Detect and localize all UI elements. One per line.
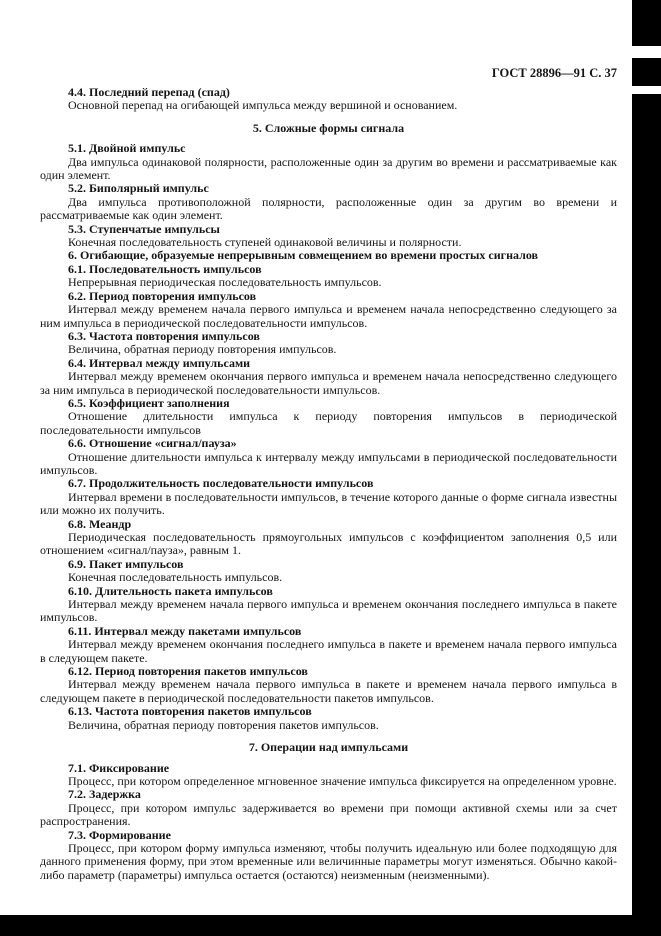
term-number: 6.2. [68, 288, 86, 303]
term-definition: Величина, обратная периоду повторения импульсов. [68, 342, 337, 357]
term-definition: Непрерывная периодическая последовательность импульсов. [68, 275, 382, 290]
term-definition: Процесс, при котором форму импульса изменяют, чтобы получить идеальную или более подходящую для данного применения форму, при этом временные или величинные параметры могут изменяться. Обычно какой-либо параметр (параметры) импульса остается (остаются) неизменным (неизменными). [40, 840, 617, 882]
term-definition: Конечная последовательность импульсов. [68, 570, 283, 585]
term-title: Пакет импульсов [89, 556, 184, 571]
term-number: 6.3. [68, 328, 86, 343]
term-heading [40, 762, 617, 775]
term-heading [40, 585, 617, 598]
scan-artifact-right-bar [632, 0, 661, 936]
term-title: Огибающие, образуемые непрерывным совмещением во времени простых сигналов [80, 248, 539, 263]
page-header: ГОСТ 28896—91 С. 37 [491, 66, 617, 80]
term-title: Отношение «сигнал/пауза» [89, 436, 237, 451]
term-number: 6.6. [68, 436, 86, 451]
term-heading [40, 477, 617, 490]
term-heading [40, 518, 617, 531]
term-title: Последовательность импульсов [89, 261, 262, 276]
term-title: Продолжительность последовательности импульсов [89, 476, 374, 491]
term-title: Интервал между импульсами [89, 355, 251, 370]
scan-artifact-bottom-bar [0, 915, 661, 936]
term-number: 6.8. [68, 516, 86, 531]
term-heading [40, 182, 617, 195]
term-title: Фиксирование [89, 760, 170, 775]
term-title: Ступенчатые импульсы [89, 221, 220, 236]
term-definition: Интервал между временем окончания последнего импульса в пакете и временем начала первого импульса в следующем пакете. [40, 637, 617, 665]
term-number: 4.4. [68, 85, 86, 99]
term-definition: Два импульса противоположной полярности, расположенные один за другим во времени и рассматриваемые как один элемент. [40, 194, 617, 223]
term-number: 6.12. [68, 664, 92, 679]
term-definition: Интервал между временем начала первого импульса и временем начала непосредственно следующего за ним импульса в периодической последовательности импульсов. [40, 302, 617, 330]
term-number: 5.3. [68, 221, 86, 236]
term-title: Коэффициент заполнения [89, 395, 230, 410]
term-definition: Основной перепад на огибающей импульса между вершиной и основанием. [68, 98, 458, 113]
document-body [40, 86, 617, 882]
term-heading [40, 397, 617, 410]
term-heading [40, 829, 617, 842]
term-number: 6.9. [68, 556, 86, 571]
term-heading [40, 665, 617, 678]
term-heading [40, 357, 617, 370]
term-heading [40, 558, 617, 571]
term-title: Меандр [89, 516, 132, 531]
section-heading: 5. Сложные формы сигнала [252, 120, 405, 135]
term-number: 7.3. [68, 827, 86, 842]
term-number: 5.1. [68, 141, 86, 156]
term-title: Период повторения пакетов импульсов [95, 664, 308, 679]
term-number: 7.1. [68, 760, 86, 775]
term-title: Последний перепад (спад) [89, 85, 230, 99]
term-definition: Величина, обратная периоду повторения пакетов импульсов. [68, 717, 379, 732]
term-definition: Конечная последовательность ступеней одинаковой величины и полярности. [68, 235, 462, 250]
term-definition: Интервал между временем окончания первого импульса и временем начала непосредственно следующего за ним импульса в периодической последовательности импульсов. [40, 369, 617, 397]
term-heading [40, 142, 617, 155]
term-heading [40, 705, 617, 718]
term-title: Период повторения импульсов [89, 288, 257, 303]
term-heading [40, 330, 617, 343]
term-heading [40, 86, 617, 99]
term-number: 6.11. [68, 623, 92, 638]
term-number: 6.4. [68, 355, 86, 370]
term-definition: Интервал времени в последовательности импульсов, в течение которого данные о форме сигнала известны или можно их получить. [40, 489, 617, 518]
term-definition: Отношение длительности импульса к периоду повторения импульсов в периодической последовательности импульсов [40, 409, 617, 437]
term-title: Длительность пакета импульсов [95, 583, 273, 598]
term-definition: Процесс, при котором импульс задерживается во времени при помощи активной схемы или за счет распространения. [40, 800, 617, 829]
term-definition: Два импульса одинаковой полярности, расположенные один за другим во времени и рассматриваемые как один элемент. [40, 154, 617, 183]
term-definition: Интервал между временем начала первого импульса и временем окончания последнего импульса в пакете импульсов. [40, 597, 617, 625]
term-definition: Интервал между временем начала первого импульса в пакете и временем начала первого импульса в следующем пакете в периодической последовательности пакетов импульсов. [40, 677, 617, 705]
term-title: Биполярный импульс [89, 181, 209, 196]
term-title: Формирование [89, 827, 171, 842]
term-title: Задержка [89, 787, 141, 802]
term-heading [40, 437, 617, 450]
term-title: Двойной импульс [89, 141, 186, 156]
term-title: Интервал между пакетами импульсов [94, 623, 302, 638]
term-heading [40, 625, 617, 638]
term-number: 7.2. [68, 787, 86, 802]
term-number: 6.5. [68, 395, 86, 410]
term-number: 5.2. [68, 181, 86, 196]
term-heading [40, 263, 617, 276]
term-heading [40, 249, 617, 262]
term-definition: Отношение длительности импульса к интервалу между импульсами в периодической последовательности импульсов. [40, 449, 617, 477]
term-definition: Периодическая последовательность прямоугольных импульсов с коэффициентом заполнения 0,5 или отношением «сигнал/пауза», равным 1. [40, 530, 617, 558]
term-number: 6.7. [68, 476, 86, 491]
term-heading [40, 223, 617, 236]
section-heading: 7. Операции над импульсами [248, 740, 409, 755]
term-number: 6. [68, 248, 77, 263]
term-definition: Процесс, при котором определенное мгновенное значение импульса фиксируется на определенном уровне. [68, 773, 617, 788]
term-title: Частота повторения импульсов [89, 328, 260, 343]
term-number: 6.10. [68, 583, 92, 598]
term-heading [40, 788, 617, 801]
term-title: Частота повторения пакетов импульсов [95, 704, 312, 719]
term-number: 6.1. [68, 261, 86, 276]
term-number: 6.13. [68, 704, 92, 719]
term-heading [40, 290, 617, 303]
